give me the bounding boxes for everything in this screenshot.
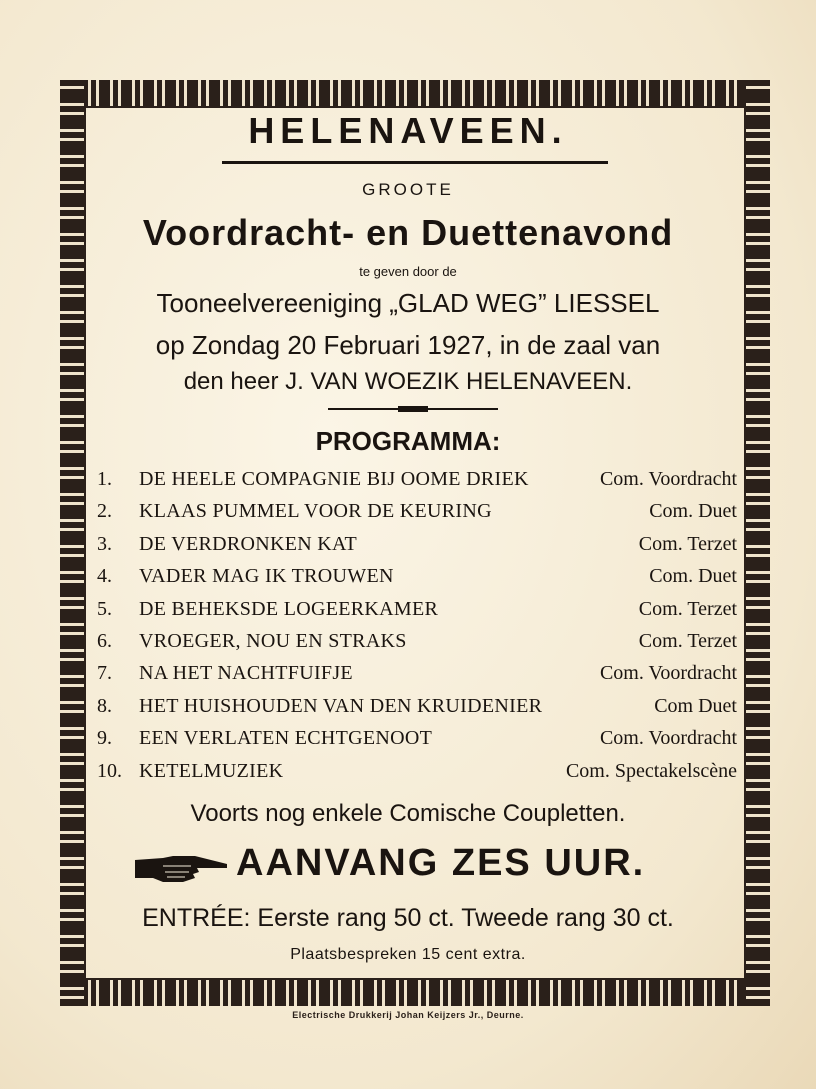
program-number: 7. — [97, 662, 112, 685]
program-name: NA HET NACHTFUIFJE — [139, 662, 353, 685]
border-top — [60, 80, 770, 106]
program-name: VADER MAG IK TROUWEN — [139, 565, 394, 588]
programma-heading: PROGRAMMA: — [315, 426, 501, 456]
program-name: EEN VERLATEN ECHTGENOOT — [139, 727, 433, 750]
program-name: KETELMUZIEK — [139, 759, 284, 782]
pointing-hand-icon — [133, 852, 229, 884]
program-item — [97, 496, 747, 528]
date-line: op Zondag 20 Februari 1927, in de zaal van — [155, 330, 661, 360]
program-number: 5. — [97, 597, 112, 620]
program-list — [97, 464, 747, 788]
reservation-note: Plaatsbespreken 15 cent extra. — [290, 946, 526, 963]
ornamental-divider — [328, 408, 498, 410]
entree-prices: ENTRÉE: Eerste rang 50 ct. Tweede rang 30 ct. — [142, 904, 674, 932]
given-by-text: te geven door de — [359, 264, 457, 279]
program-genre: Com. Terzet — [638, 532, 737, 555]
border-bottom — [60, 980, 770, 1006]
program-name: KLAAS PUMMEL VOOR DE KEURING — [139, 500, 492, 523]
program-item — [97, 756, 747, 788]
program-number: 10. — [97, 759, 122, 782]
venue-line: den heer J. VAN WOEZIK HELENAVEEN. — [183, 368, 633, 395]
program-item — [97, 723, 747, 755]
program-genre: Com. Voordracht — [599, 662, 737, 685]
program-item — [97, 594, 747, 626]
program-genre: Com. Voordracht — [599, 468, 737, 490]
event-title: Voordracht- en Duettenavond — [142, 212, 674, 253]
program-genre: Com. Duet — [649, 500, 737, 523]
town-heading: HELENAVEEN. — [248, 110, 568, 151]
program-genre: Com. Voordracht — [599, 727, 737, 750]
program-number: 4. — [97, 565, 112, 588]
program-genre: Com. Terzet — [638, 629, 737, 652]
program-genre: Com Duet — [654, 694, 737, 717]
program-number: 2. — [97, 500, 112, 523]
society-line: Tooneelvereeniging „GLAD WEG” LIESSEL — [156, 288, 660, 318]
voorts-text: Voorts nog enkele Comische Coupletten. — [190, 800, 626, 827]
program-name: HET HUISHOUDEN VAN DEN KRUIDENIER — [139, 694, 543, 717]
program-item — [97, 626, 747, 658]
program-name: DE VERDRONKEN KAT — [139, 532, 358, 555]
program-name: DE HEELE COMPAGNIE BIJ OOME DRIEK — [139, 468, 529, 490]
program-number: 6. — [97, 629, 112, 652]
start-time-row — [0, 840, 816, 896]
program-number: 9. — [97, 727, 112, 750]
program-number: 3. — [97, 532, 112, 555]
program-genre: Com. Spectakelscène — [565, 759, 737, 782]
program-genre: Com. Terzet — [638, 597, 737, 620]
program-number: 8. — [97, 694, 112, 717]
start-time-text: AANVANG ZES UUR. — [236, 842, 646, 884]
program-item — [97, 529, 747, 561]
program-item — [97, 691, 747, 723]
town-underline — [222, 161, 608, 164]
program-genre: Com. Duet — [649, 565, 737, 588]
printer-credit: Electrische Drukkerij Johan Keijzers Jr., Deurne. — [292, 1010, 524, 1020]
program-name: DE BEHEKSDE LOGEERKAMER — [139, 597, 439, 620]
program-number: 1. — [97, 468, 112, 490]
program-name: VROEGER, NOU EN STRAKS — [139, 629, 407, 652]
program-item — [97, 658, 747, 690]
groote-label: GROOTE — [362, 180, 454, 199]
program-item — [97, 464, 747, 496]
program-item — [97, 561, 747, 593]
